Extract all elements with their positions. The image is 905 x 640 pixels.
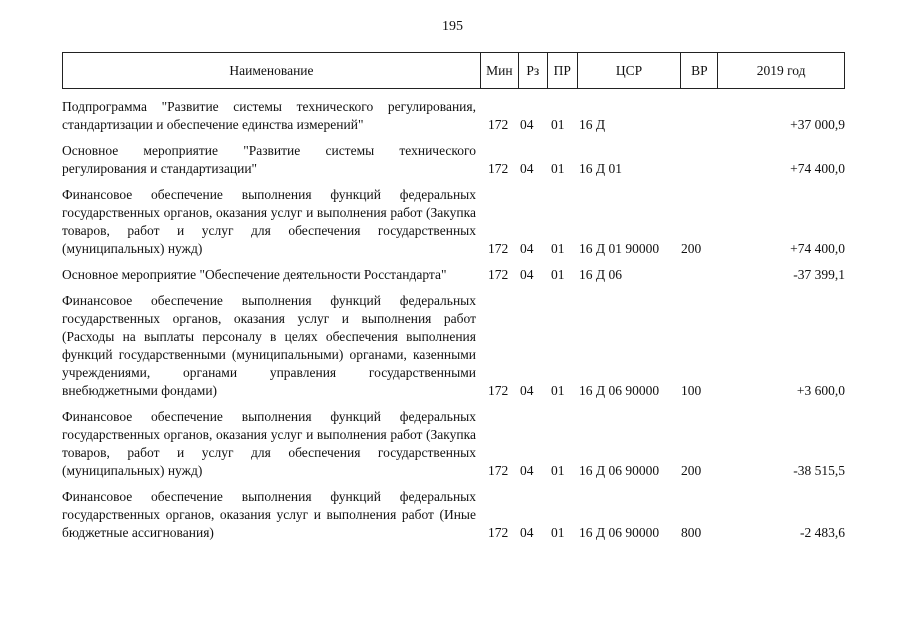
row-min: 172 [488, 241, 509, 256]
row-csr: 16 Д 06 [579, 267, 622, 282]
row-pr: 01 [551, 117, 565, 132]
row-rz: 04 [520, 161, 534, 176]
row-rz: 04 [520, 241, 534, 256]
row-csr: 16 Д 01 90000 [579, 241, 660, 256]
row-csr: 16 Д 06 90000 [579, 463, 660, 478]
table-row [62, 408, 845, 480]
table-row [62, 292, 845, 400]
row-name: Финансовое обеспечение выполнения функций федеральных государственных органов, оказания услуг и выполнения работ (Расходы на выплаты персоналу в целях обеспечения выполнения функций государственными (муниципальными) органами, казенными учреждениями, органами управления государственными внебюджетными фондами) [62, 293, 476, 398]
row-year: -38 515,5 [793, 463, 845, 478]
row-min: 172 [488, 525, 509, 540]
row-year: -2 483,6 [800, 525, 845, 540]
row-year: +37 000,9 [790, 117, 845, 132]
header-csr: ЦСР [577, 53, 681, 88]
row-vr: 800 [681, 525, 702, 540]
row-pr: 01 [551, 525, 565, 540]
header-pr: ПР [547, 53, 577, 88]
row-csr: 16 Д [579, 117, 606, 132]
row-min: 172 [488, 463, 509, 478]
row-name: Финансовое обеспечение выполнения функций федеральных государственных органов, оказания услуг и выполнения работ (Иные бюджетные ассигнования) [62, 489, 476, 540]
row-name: Основное мероприятие "Обеспечение деятельности Росстандарта" [62, 267, 447, 282]
row-rz: 04 [520, 383, 534, 398]
row-name: Основное мероприятие "Развитие системы технического регулирования и стандартизации" [62, 143, 476, 176]
row-csr: 16 Д 06 90000 [579, 525, 660, 540]
table-row [62, 488, 845, 542]
row-rz: 04 [520, 463, 534, 478]
row-name: Финансовое обеспечение выполнения функций федеральных государственных органов, оказания услуг и выполнения работ (Закупка товаров, работ и услуг для обеспечения государственных (муниципальных) нужд) [62, 187, 476, 256]
row-min: 172 [488, 117, 509, 132]
header-year: 2019 год [717, 53, 844, 88]
row-pr: 01 [551, 463, 565, 478]
row-min: 172 [488, 161, 509, 176]
row-vr: 100 [681, 383, 702, 398]
page-number: 195 [442, 19, 463, 34]
row-year: -37 399,1 [793, 267, 845, 282]
row-rz: 04 [520, 267, 534, 282]
row-min: 172 [488, 267, 509, 282]
row-csr: 16 Д 06 90000 [579, 383, 660, 398]
row-rz: 04 [520, 117, 534, 132]
row-pr: 01 [551, 241, 565, 256]
header-rz: Рз [518, 53, 547, 88]
header-name: Наименование [229, 62, 314, 78]
table-row [62, 98, 845, 134]
row-pr: 01 [551, 267, 565, 282]
row-name: Финансовое обеспечение выполнения функций федеральных государственных органов, оказания услуг и выполнения работ (Закупка товаров, работ и услуг для обеспечения государственных (муниципальных) нужд) [62, 409, 476, 478]
row-year: +74 400,0 [790, 161, 845, 176]
header-min: Мин [480, 53, 518, 88]
header-vr: ВР [680, 53, 717, 88]
row-year: +74 400,0 [790, 241, 845, 256]
table-row [62, 266, 845, 284]
table-row [62, 186, 845, 258]
table-header [62, 52, 845, 89]
row-csr: 16 Д 01 [579, 161, 622, 176]
row-pr: 01 [551, 161, 565, 176]
row-rz: 04 [520, 525, 534, 540]
table-row [62, 142, 845, 178]
row-vr: 200 [681, 463, 702, 478]
row-name: Подпрограмма "Развитие системы технического регулирования, стандартизации и обеспечение единства измерений" [62, 99, 476, 132]
row-vr: 200 [681, 241, 702, 256]
table-body [62, 98, 845, 550]
row-pr: 01 [551, 383, 565, 398]
row-min: 172 [488, 383, 509, 398]
row-year: +3 600,0 [796, 383, 845, 398]
